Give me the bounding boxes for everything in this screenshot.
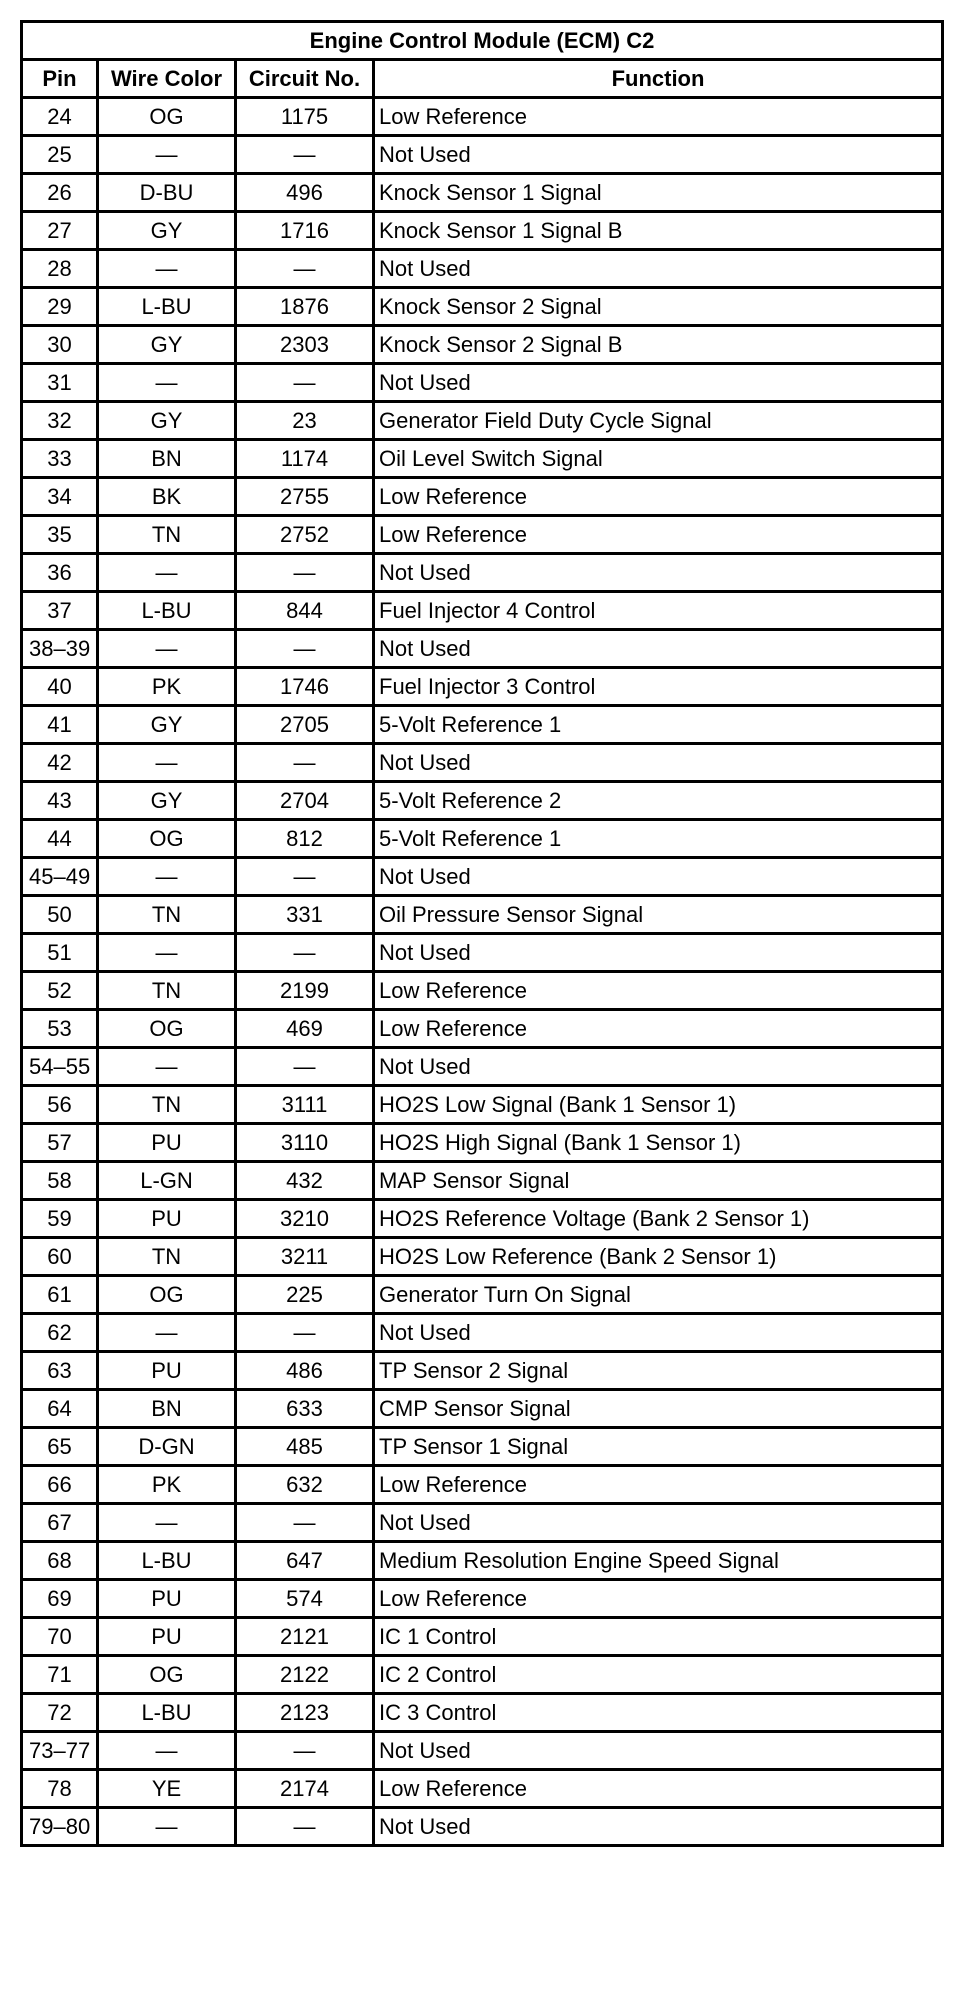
function-cell: HO2S Low Reference (Bank 2 Sensor 1) — [374, 1238, 943, 1276]
circuit-no-cell: 1746 — [236, 668, 374, 706]
wire-color-cell: L-BU — [98, 1542, 236, 1580]
circuit-no-cell: 1174 — [236, 440, 374, 478]
wire-color-cell: TN — [98, 972, 236, 1010]
pin-cell: 54–55 — [22, 1048, 98, 1086]
pin-cell: 60 — [22, 1238, 98, 1276]
wire-color-cell: OG — [98, 1276, 236, 1314]
circuit-no-cell: 2174 — [236, 1770, 374, 1808]
function-cell: Not Used — [374, 1732, 943, 1770]
function-cell: Not Used — [374, 136, 943, 174]
function-cell: TP Sensor 2 Signal — [374, 1352, 943, 1390]
wire-color-cell: BN — [98, 440, 236, 478]
circuit-no-cell: — — [236, 1732, 374, 1770]
table-row — [22, 440, 943, 478]
wire-color-cell: D-BU — [98, 174, 236, 212]
function-cell: Low Reference — [374, 1580, 943, 1618]
pin-cell: 67 — [22, 1504, 98, 1542]
wire-color-cell: — — [98, 1504, 236, 1542]
wire-color-cell: TN — [98, 1086, 236, 1124]
pin-cell: 62 — [22, 1314, 98, 1352]
pin-cell: 38–39 — [22, 630, 98, 668]
table-row — [22, 1770, 943, 1808]
table-row — [22, 1428, 943, 1466]
wire-color-cell: PU — [98, 1618, 236, 1656]
circuit-no-cell: — — [236, 1808, 374, 1846]
table-row — [22, 1086, 943, 1124]
pin-cell: 30 — [22, 326, 98, 364]
wire-color-cell: — — [98, 858, 236, 896]
function-cell: Low Reference — [374, 516, 943, 554]
wire-color-cell: TN — [98, 1238, 236, 1276]
pin-cell: 31 — [22, 364, 98, 402]
circuit-no-cell: 2199 — [236, 972, 374, 1010]
circuit-no-cell: 844 — [236, 592, 374, 630]
wire-color-cell: PK — [98, 668, 236, 706]
function-cell: Not Used — [374, 1314, 943, 1352]
function-cell: Oil Level Switch Signal — [374, 440, 943, 478]
table-row — [22, 326, 943, 364]
circuit-no-cell: 574 — [236, 1580, 374, 1618]
wire-color-cell: — — [98, 250, 236, 288]
wire-color-cell: PU — [98, 1124, 236, 1162]
circuit-no-cell: 469 — [236, 1010, 374, 1048]
function-cell: TP Sensor 1 Signal — [374, 1428, 943, 1466]
table-row — [22, 1808, 943, 1846]
table-row — [22, 1542, 943, 1580]
circuit-no-cell: 2122 — [236, 1656, 374, 1694]
circuit-no-cell: 633 — [236, 1390, 374, 1428]
wire-color-cell: OG — [98, 98, 236, 136]
circuit-no-cell: 225 — [236, 1276, 374, 1314]
function-cell: Low Reference — [374, 1770, 943, 1808]
wire-color-cell: GY — [98, 782, 236, 820]
header-function: Function — [374, 60, 943, 98]
pin-cell: 37 — [22, 592, 98, 630]
table-row — [22, 1390, 943, 1428]
wire-color-cell: OG — [98, 1010, 236, 1048]
wire-color-cell: BN — [98, 1390, 236, 1428]
function-cell: IC 1 Control — [374, 1618, 943, 1656]
function-cell: Not Used — [374, 1048, 943, 1086]
table-row — [22, 744, 943, 782]
function-cell: 5-Volt Reference 1 — [374, 706, 943, 744]
pin-cell: 56 — [22, 1086, 98, 1124]
wire-color-cell: GY — [98, 212, 236, 250]
pin-cell: 51 — [22, 934, 98, 972]
function-cell: HO2S Low Signal (Bank 1 Sensor 1) — [374, 1086, 943, 1124]
circuit-no-cell: — — [236, 1314, 374, 1352]
table-row — [22, 1276, 943, 1314]
function-cell: Fuel Injector 3 Control — [374, 668, 943, 706]
circuit-no-cell: 632 — [236, 1466, 374, 1504]
function-cell: Knock Sensor 2 Signal B — [374, 326, 943, 364]
function-cell: CMP Sensor Signal — [374, 1390, 943, 1428]
table-row — [22, 1238, 943, 1276]
function-cell: Not Used — [374, 554, 943, 592]
circuit-no-cell: — — [236, 744, 374, 782]
circuit-no-cell: 331 — [236, 896, 374, 934]
circuit-no-cell: 2121 — [236, 1618, 374, 1656]
table-row — [22, 136, 943, 174]
pin-cell: 70 — [22, 1618, 98, 1656]
pin-cell: 43 — [22, 782, 98, 820]
wire-color-cell: GY — [98, 402, 236, 440]
table-row — [22, 972, 943, 1010]
circuit-no-cell: 496 — [236, 174, 374, 212]
wire-color-cell: TN — [98, 896, 236, 934]
table-row — [22, 1732, 943, 1770]
table-title: Engine Control Module (ECM) C2 — [22, 22, 943, 60]
pin-cell: 79–80 — [22, 1808, 98, 1846]
pin-cell: 72 — [22, 1694, 98, 1732]
table-row — [22, 592, 943, 630]
function-cell: Not Used — [374, 630, 943, 668]
pin-cell: 57 — [22, 1124, 98, 1162]
pin-cell: 65 — [22, 1428, 98, 1466]
wire-color-cell: L-GN — [98, 1162, 236, 1200]
wire-color-cell: — — [98, 1048, 236, 1086]
wire-color-cell: PU — [98, 1352, 236, 1390]
pin-cell: 36 — [22, 554, 98, 592]
pin-cell: 26 — [22, 174, 98, 212]
function-cell: Generator Turn On Signal — [374, 1276, 943, 1314]
table-row — [22, 1352, 943, 1390]
circuit-no-cell: — — [236, 364, 374, 402]
pin-cell: 25 — [22, 136, 98, 174]
pin-cell: 63 — [22, 1352, 98, 1390]
function-cell: Knock Sensor 1 Signal B — [374, 212, 943, 250]
function-cell: Medium Resolution Engine Speed Signal — [374, 1542, 943, 1580]
pin-cell: 53 — [22, 1010, 98, 1048]
wire-color-cell: PU — [98, 1200, 236, 1238]
pin-cell: 64 — [22, 1390, 98, 1428]
function-cell: MAP Sensor Signal — [374, 1162, 943, 1200]
circuit-no-cell: 2123 — [236, 1694, 374, 1732]
function-cell: Knock Sensor 1 Signal — [374, 174, 943, 212]
table-row — [22, 630, 943, 668]
wire-color-cell: — — [98, 1314, 236, 1352]
function-cell: HO2S Reference Voltage (Bank 2 Sensor 1) — [374, 1200, 943, 1238]
pin-cell: 34 — [22, 478, 98, 516]
function-cell: Oil Pressure Sensor Signal — [374, 896, 943, 934]
pin-cell: 66 — [22, 1466, 98, 1504]
function-cell: Fuel Injector 4 Control — [374, 592, 943, 630]
circuit-no-cell: 23 — [236, 402, 374, 440]
function-cell: Not Used — [374, 250, 943, 288]
pin-cell: 41 — [22, 706, 98, 744]
table-row — [22, 782, 943, 820]
pin-cell: 44 — [22, 820, 98, 858]
wire-color-cell: — — [98, 136, 236, 174]
header-row — [22, 60, 943, 98]
circuit-no-cell: 486 — [236, 1352, 374, 1390]
function-cell: Not Used — [374, 934, 943, 972]
table-row — [22, 1466, 943, 1504]
table-row — [22, 706, 943, 744]
function-cell: Low Reference — [374, 478, 943, 516]
circuit-no-cell: 2755 — [236, 478, 374, 516]
table-row — [22, 174, 943, 212]
table-row — [22, 1656, 943, 1694]
table-row — [22, 1694, 943, 1732]
table-row — [22, 1580, 943, 1618]
pin-cell: 52 — [22, 972, 98, 1010]
circuit-no-cell: — — [236, 136, 374, 174]
wire-color-cell: OG — [98, 1656, 236, 1694]
circuit-no-cell: 3110 — [236, 1124, 374, 1162]
table-row — [22, 364, 943, 402]
function-cell: Not Used — [374, 1504, 943, 1542]
function-cell: 5-Volt Reference 2 — [374, 782, 943, 820]
wire-color-cell: — — [98, 364, 236, 402]
table-row — [22, 402, 943, 440]
table-row — [22, 212, 943, 250]
table-row — [22, 820, 943, 858]
table-row — [22, 98, 943, 136]
wire-color-cell: D-GN — [98, 1428, 236, 1466]
function-cell: Not Used — [374, 1808, 943, 1846]
function-cell: Generator Field Duty Cycle Signal — [374, 402, 943, 440]
pin-cell: 24 — [22, 98, 98, 136]
function-cell: HO2S High Signal (Bank 1 Sensor 1) — [374, 1124, 943, 1162]
connector-table — [20, 20, 944, 1847]
header-pin: Pin — [22, 60, 98, 98]
wire-color-cell: L-BU — [98, 592, 236, 630]
table-row — [22, 858, 943, 896]
circuit-no-cell: 3210 — [236, 1200, 374, 1238]
wire-color-cell: — — [98, 554, 236, 592]
table-row — [22, 516, 943, 554]
table-row — [22, 288, 943, 326]
wire-color-cell: — — [98, 630, 236, 668]
table-row — [22, 554, 943, 592]
function-cell: Knock Sensor 2 Signal — [374, 288, 943, 326]
circuit-no-cell: — — [236, 858, 374, 896]
table-row — [22, 1162, 943, 1200]
pin-cell: 42 — [22, 744, 98, 782]
wire-color-cell: — — [98, 934, 236, 972]
pin-cell: 61 — [22, 1276, 98, 1314]
wire-color-cell: — — [98, 1808, 236, 1846]
header-circuit-no: Circuit No. — [236, 60, 374, 98]
circuit-no-cell: 2303 — [236, 326, 374, 364]
circuit-no-cell: 812 — [236, 820, 374, 858]
circuit-no-cell: 485 — [236, 1428, 374, 1466]
table-row — [22, 896, 943, 934]
circuit-no-cell: 2704 — [236, 782, 374, 820]
function-cell: Not Used — [374, 744, 943, 782]
pin-cell: 73–77 — [22, 1732, 98, 1770]
circuit-no-cell: — — [236, 250, 374, 288]
wire-color-cell: GY — [98, 706, 236, 744]
table-row — [22, 668, 943, 706]
circuit-no-cell: 2752 — [236, 516, 374, 554]
wire-color-cell: TN — [98, 516, 236, 554]
wire-color-cell: PK — [98, 1466, 236, 1504]
circuit-no-cell: — — [236, 1504, 374, 1542]
pin-cell: 35 — [22, 516, 98, 554]
wire-color-cell: OG — [98, 820, 236, 858]
function-cell: 5-Volt Reference 1 — [374, 820, 943, 858]
function-cell: Low Reference — [374, 98, 943, 136]
wire-color-cell: BK — [98, 478, 236, 516]
pin-cell: 29 — [22, 288, 98, 326]
pin-cell: 78 — [22, 1770, 98, 1808]
circuit-no-cell: — — [236, 934, 374, 972]
pin-cell: 45–49 — [22, 858, 98, 896]
table-row — [22, 1010, 943, 1048]
function-cell: Low Reference — [374, 1466, 943, 1504]
wire-color-cell: — — [98, 744, 236, 782]
table-row — [22, 250, 943, 288]
circuit-no-cell: 3111 — [236, 1086, 374, 1124]
pin-cell: 50 — [22, 896, 98, 934]
pin-cell: 40 — [22, 668, 98, 706]
pin-cell: 68 — [22, 1542, 98, 1580]
pin-cell: 27 — [22, 212, 98, 250]
pin-cell: 71 — [22, 1656, 98, 1694]
circuit-no-cell: 2705 — [236, 706, 374, 744]
header-wire-color: Wire Color — [98, 60, 236, 98]
table-row — [22, 1124, 943, 1162]
function-cell: Low Reference — [374, 972, 943, 1010]
function-cell: Not Used — [374, 858, 943, 896]
wire-color-cell: L-BU — [98, 288, 236, 326]
circuit-no-cell: 1175 — [236, 98, 374, 136]
pin-cell: 59 — [22, 1200, 98, 1238]
pin-cell: 33 — [22, 440, 98, 478]
table-row — [22, 1200, 943, 1238]
pin-cell: 58 — [22, 1162, 98, 1200]
title-row — [22, 22, 943, 60]
function-cell: Low Reference — [374, 1010, 943, 1048]
function-cell: IC 3 Control — [374, 1694, 943, 1732]
table-row — [22, 1048, 943, 1086]
table-row — [22, 934, 943, 972]
circuit-no-cell: — — [236, 1048, 374, 1086]
circuit-no-cell: — — [236, 554, 374, 592]
table-row — [22, 1504, 943, 1542]
table-row — [22, 478, 943, 516]
circuit-no-cell: 1716 — [236, 212, 374, 250]
pin-cell: 28 — [22, 250, 98, 288]
table-row — [22, 1618, 943, 1656]
wire-color-cell: PU — [98, 1580, 236, 1618]
circuit-no-cell: 647 — [236, 1542, 374, 1580]
pin-cell: 32 — [22, 402, 98, 440]
circuit-no-cell: 432 — [236, 1162, 374, 1200]
table-row — [22, 1314, 943, 1352]
wire-color-cell: L-BU — [98, 1694, 236, 1732]
circuit-no-cell: 3211 — [236, 1238, 374, 1276]
function-cell: Not Used — [374, 364, 943, 402]
wire-color-cell: — — [98, 1732, 236, 1770]
circuit-no-cell: 1876 — [236, 288, 374, 326]
function-cell: IC 2 Control — [374, 1656, 943, 1694]
pin-cell: 69 — [22, 1580, 98, 1618]
wire-color-cell: GY — [98, 326, 236, 364]
wire-color-cell: YE — [98, 1770, 236, 1808]
circuit-no-cell: — — [236, 630, 374, 668]
